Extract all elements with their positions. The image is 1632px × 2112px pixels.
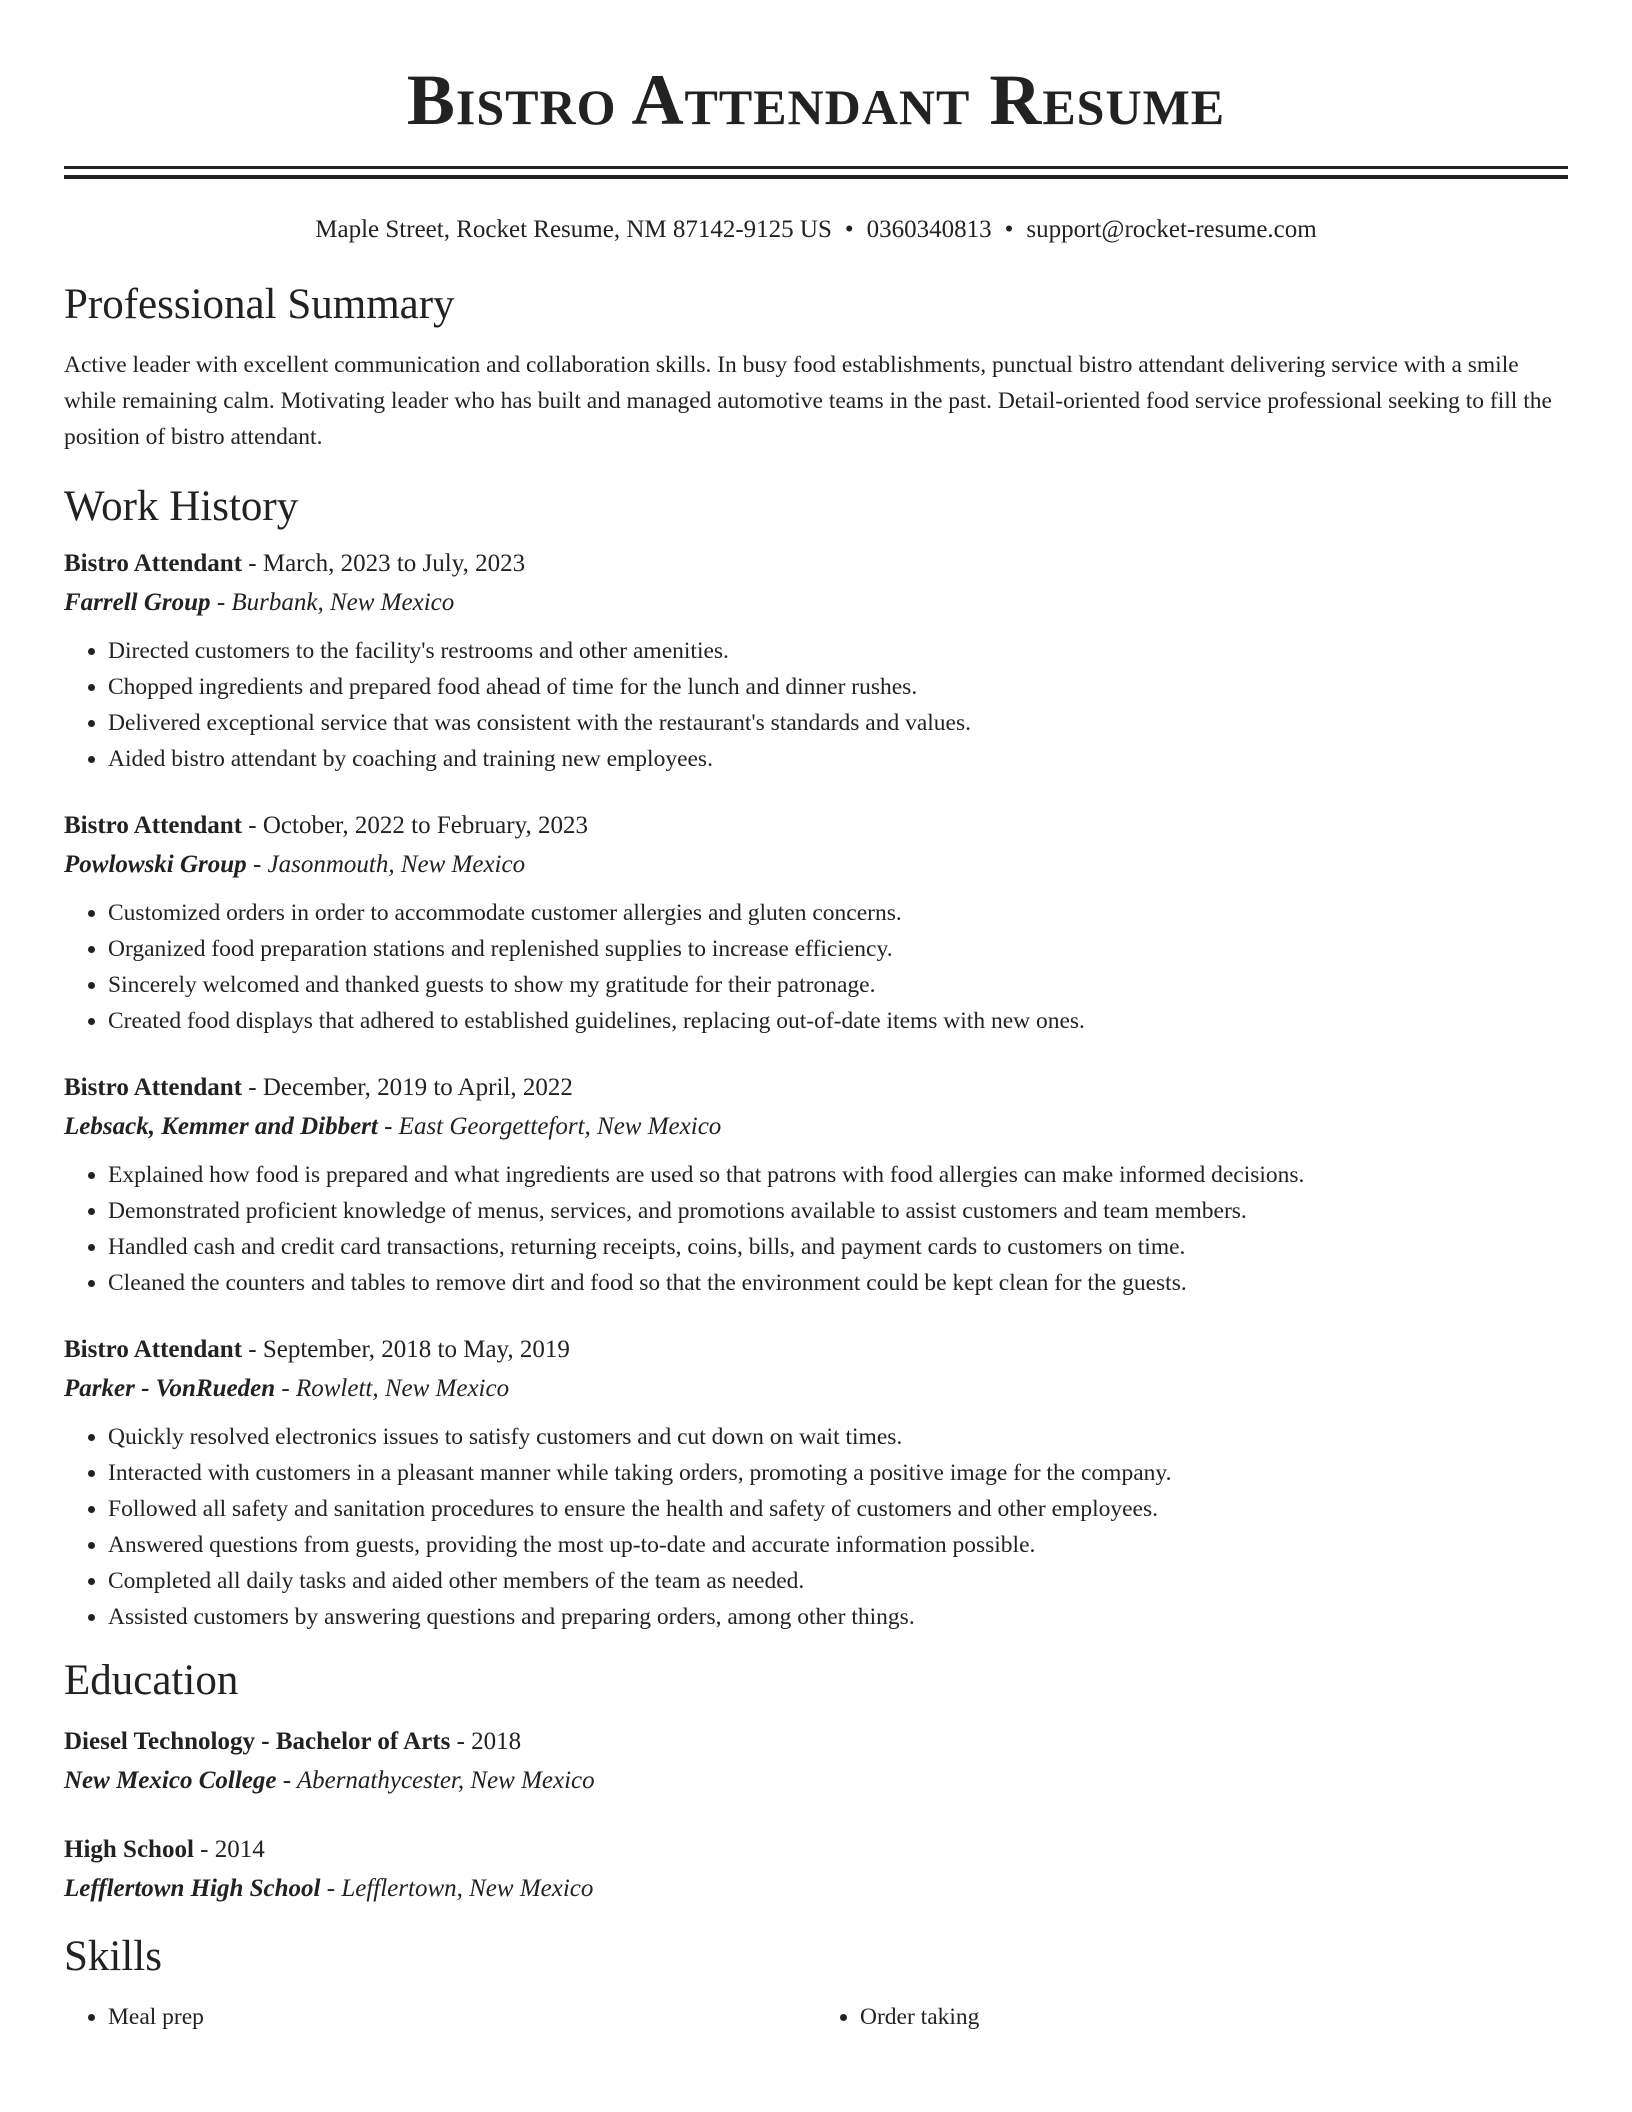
education-degree: High School	[64, 1836, 194, 1863]
job-location: - Burbank, New Mexico	[210, 589, 455, 616]
job-bullet: • Handled cash and credit card transactions, returning receipts, coins, bills, and payment cards to customers on time.	[108, 1229, 1568, 1265]
education-school: Lefflertown High School	[64, 1875, 321, 1902]
job-location: - Rowlett, New Mexico	[275, 1375, 510, 1402]
job-bullet: • Cleaned the counters and tables to remove dirt and food so that the environment could be kept clean for the guests.	[108, 1265, 1568, 1301]
contact-separator: •	[1004, 216, 1014, 243]
title-divider-bottom	[64, 175, 1568, 179]
job-title-line	[64, 1069, 1568, 1107]
job-bullet: • Completed all daily tasks and aided other members of the team as needed.	[108, 1563, 1568, 1599]
job-company-line	[64, 583, 1568, 623]
education-entry	[64, 1831, 1568, 1909]
job-title: Bistro Attendant	[64, 550, 243, 577]
contact-email: support@rocket-resume.com	[1026, 216, 1317, 243]
job-company-line	[64, 845, 1568, 885]
job-title-line	[64, 1331, 1568, 1369]
contact-address: Maple Street, Rocket Resume, NM 87142-9125 US	[315, 216, 832, 243]
contact-separator: •	[844, 216, 854, 243]
job-bullets	[64, 633, 1568, 777]
job-bullet: • Assisted customers by answering questions and preparing orders, among other things.	[108, 1599, 1568, 1635]
contact-line	[64, 213, 1568, 247]
skills-column-right	[816, 1999, 1568, 2035]
job-bullet: • Demonstrated proficient knowledge of menus, services, and promotions available to assist customers and team members.	[108, 1193, 1568, 1229]
job-title: Bistro Attendant	[64, 812, 243, 839]
job-company: Lebsack, Kemmer and Dibbert	[64, 1113, 378, 1140]
skill-item: • Meal prep	[108, 1999, 816, 2035]
job-bullets	[64, 1157, 1568, 1301]
education-location: - Abernathycester, New Mexico	[276, 1767, 595, 1794]
job-bullet: • Organized food preparation stations and replenished supplies to increase efficiency.	[108, 931, 1568, 967]
job-location: - East Georgettefort, New Mexico	[377, 1113, 722, 1140]
job-bullets	[64, 895, 1568, 1039]
education-location: - Lefflertown, New Mexico	[320, 1875, 594, 1902]
job-dates: - December, 2019 to April, 2022	[242, 1074, 573, 1101]
job-title: Bistro Attendant	[64, 1336, 243, 1363]
job-entry	[64, 1331, 1568, 1635]
job-dates: - October, 2022 to February, 2023	[242, 812, 588, 839]
job-title-line	[64, 807, 1568, 845]
job-company: Farrell Group	[64, 589, 211, 616]
skills-column-left	[64, 1999, 816, 2035]
job-bullet: • Sincerely welcomed and thanked guests to show my gratitude for their patronage.	[108, 967, 1568, 1003]
skills-list	[64, 1999, 1568, 2035]
job-bullet: • Explained how food is prepared and what ingredients are used so that patrons with food allergies can make informed decisions.	[108, 1157, 1568, 1193]
job-bullet: • Delivered exceptional service that was consistent with the restaurant's standards and values.	[108, 705, 1568, 741]
education-school-line	[64, 1761, 1568, 1801]
job-bullet: • Aided bistro attendant by coaching and training new employees.	[108, 741, 1568, 777]
education-school: New Mexico College	[64, 1767, 277, 1794]
job-title: Bistro Attendant	[64, 1074, 243, 1101]
job-bullet: • Chopped ingredients and prepared food ahead of time for the lunch and dinner rushes.	[108, 669, 1568, 705]
job-bullet: • Customized orders in order to accommodate customer allergies and gluten concerns.	[108, 895, 1568, 931]
job-entry	[64, 807, 1568, 1039]
job-dates: - September, 2018 to May, 2019	[242, 1336, 570, 1363]
skills-heading: Skills	[64, 1933, 162, 1980]
education-degree-line	[64, 1723, 1568, 1761]
job-title-line	[64, 545, 1568, 583]
education-school-line	[64, 1869, 1568, 1909]
skill-item: • Order taking	[860, 1999, 1568, 2035]
resume-title: Bistro Attendant Resume	[406, 60, 1226, 140]
education-degree-line	[64, 1831, 1568, 1869]
job-bullet: • Quickly resolved electronics issues to satisfy customers and cut down on wait times.	[108, 1419, 1568, 1455]
job-company: Powlowski Group	[64, 851, 247, 878]
job-company-line	[64, 1107, 1568, 1147]
job-location: - Jasonmouth, New Mexico	[246, 851, 526, 878]
job-entry	[64, 545, 1568, 777]
job-dates: - March, 2023 to July, 2023	[242, 550, 526, 577]
education-degree: Diesel Technology - Bachelor of Arts	[64, 1728, 451, 1755]
job-bullets	[64, 1419, 1568, 1635]
title-divider-top	[64, 166, 1568, 169]
education-year: - 2014	[193, 1836, 265, 1863]
job-bullet: • Directed customers to the facility's restrooms and other amenities.	[108, 633, 1568, 669]
job-bullet: • Created food displays that adhered to established guidelines, replacing out-of-date items with new ones.	[108, 1003, 1568, 1039]
job-bullet: • Interacted with customers in a pleasant manner while taking orders, promoting a positive image for the company.	[108, 1455, 1568, 1491]
job-entry	[64, 1069, 1568, 1301]
summary-heading: Professional Summary	[64, 281, 455, 328]
job-bullet: • Followed all safety and sanitation procedures to ensure the health and safety of customers and other employees.	[108, 1491, 1568, 1527]
summary-text: Active leader with excellent communication and collaboration skills. In busy food establishments, punctual bistro attendant delivering service with a smile while remaining calm. Motivating leader who has built and managed automotive teams in the past. Detail-oriented food service professional seeking to fill the position of bistro attendant.	[64, 352, 1552, 450]
education-heading: Education	[64, 1657, 239, 1704]
education-entry	[64, 1723, 1568, 1801]
education-year: - 2018	[450, 1728, 522, 1755]
job-bullet: • Answered questions from guests, providing the most up-to-date and accurate information possible.	[108, 1527, 1568, 1563]
work-history-heading: Work History	[64, 483, 299, 530]
job-company-line	[64, 1369, 1568, 1409]
job-company: Parker - VonRueden	[64, 1375, 276, 1402]
contact-phone: 0360340813	[866, 216, 992, 243]
